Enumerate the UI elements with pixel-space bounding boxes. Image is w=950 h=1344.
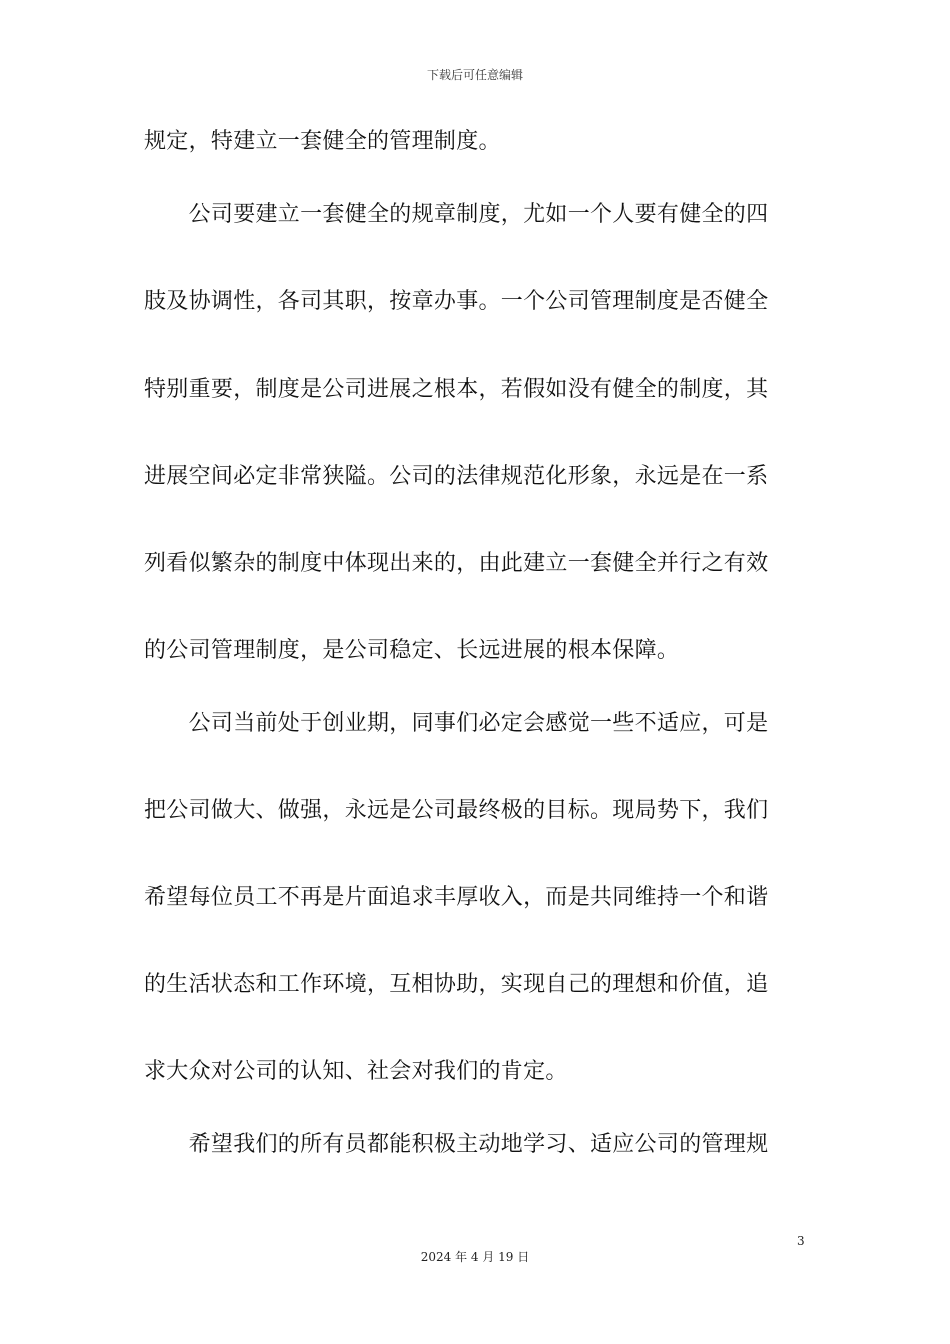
body-text-line: 把公司做大、做强，永远是公司最终极的目标。现局势下，我们	[144, 798, 769, 823]
body-text-line: 特别重要，制度是公司进展之根本，若假如没有健全的制度，其	[144, 377, 769, 402]
body-text-line: 公司要建立一套健全的规章制度，尤如一个人要有健全的四	[144, 202, 769, 227]
body-text-line: 的生活状态和工作环境，互相协助，实现自己的理想和价值，追	[144, 972, 769, 997]
body-text-line: 希望我们的所有员都能积极主动地学习、适应公司的管理规	[144, 1132, 769, 1157]
body-text-line: 列看似繁杂的制度中体现出来的，由此建立一套健全并行之有效	[144, 551, 769, 576]
page-header: 下载后可任意编辑	[426, 68, 523, 82]
body-text-line: 求大众对公司的认知、社会对我们的肯定。	[144, 1059, 568, 1084]
footer-date: 2024 年 4 月 19 日	[420, 1250, 530, 1264]
body-text-line: 进展空间必定非常狭隘。公司的法律规范化形象，永远是在一系	[144, 464, 769, 489]
body-text-line: 肢及协调性，各司其职，按章办事。一个公司管理制度是否健全	[144, 289, 769, 314]
body-text-line: 公司当前处于创业期，同事们必定会感觉一些不适应，可是	[144, 711, 769, 736]
page-number: 3	[797, 1234, 805, 1248]
body-text-line: 希望每位员工不再是片面追求丰厚收入，而是共同维持一个和谐	[144, 885, 769, 910]
body-text-line: 规定，特建立一套健全的管理制度。	[144, 129, 501, 154]
body-text-line: 的公司管理制度，是公司稳定、长远进展的根本保障。	[144, 638, 680, 663]
